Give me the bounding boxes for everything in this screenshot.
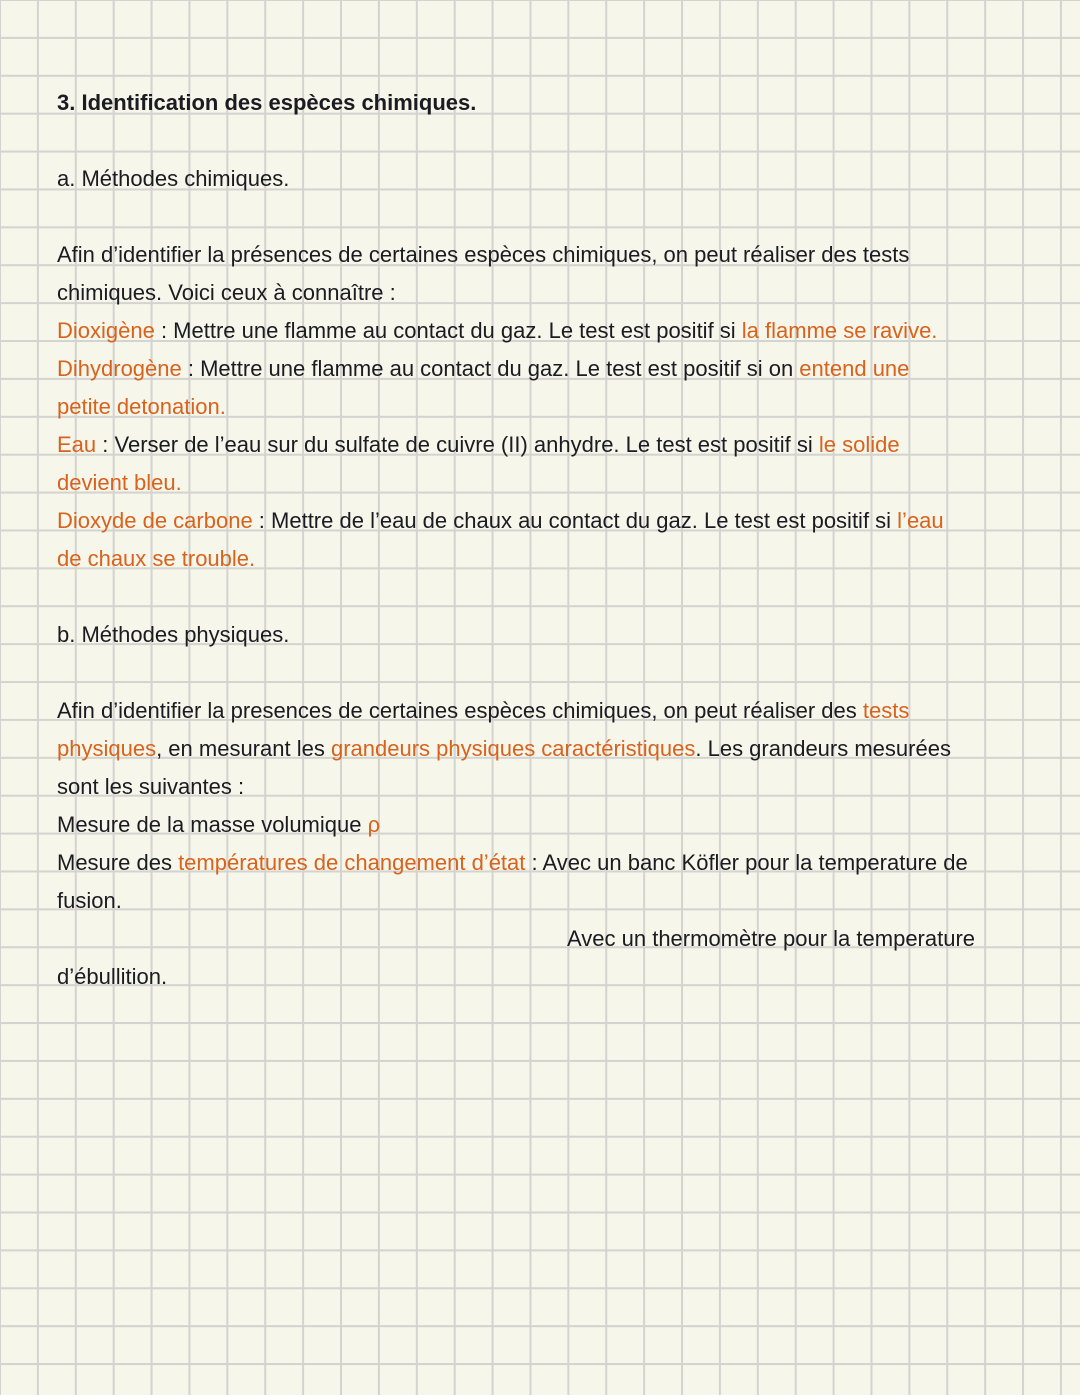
text-line: [57, 160, 1057, 198]
highlighted-text: la flamme se ravive.: [741, 318, 938, 343]
text-line: [57, 578, 1057, 616]
text-segment: : Verser de l’eau sur du sulfate de cuivre (II) anhydre. Le test est positif si: [96, 432, 819, 457]
text-segment: fusion.: [57, 888, 122, 913]
text-segment: 3. Identification des espèces chimiques.: [57, 90, 477, 115]
text-segment: b. Méthodes physiques.: [57, 622, 290, 647]
text-line: [57, 882, 1057, 920]
text-line: [57, 274, 1057, 312]
highlighted-text: l’eau: [897, 508, 944, 533]
text-line: [57, 464, 1057, 502]
text-segment: Avec un thermomètre pour la temperature: [567, 926, 976, 951]
document-body: [57, 84, 1057, 996]
text-line: [57, 920, 1057, 958]
highlighted-text: Dioxigène: [57, 318, 155, 343]
highlighted-text: tests: [862, 698, 910, 723]
highlighted-text: ρ: [367, 812, 381, 837]
highlighted-text: Dihydrogène: [57, 356, 182, 381]
text-line: [57, 844, 1057, 882]
highlighted-text: températures de changement d’état: [178, 850, 526, 875]
text-line: [57, 958, 1057, 996]
text-line: [57, 730, 1057, 768]
text-line: [57, 426, 1057, 464]
text-line: [57, 350, 1057, 388]
text-line: [57, 768, 1057, 806]
highlighted-text: grandeurs physiques caractéristiques: [330, 736, 696, 761]
text-segment: Afin d’identifier la présences de certaines espèces chimiques, on peut réaliser des tests: [57, 242, 910, 267]
text-segment: sont les suivantes :: [57, 774, 245, 799]
text-line: [57, 388, 1057, 426]
text-segment: chimiques. Voici ceux à connaître :: [57, 280, 396, 305]
text-segment: : Mettre de l’eau de chaux au contact du gaz. Le test est positif si: [252, 508, 898, 533]
highlighted-text: Eau: [57, 432, 97, 457]
text-line: [57, 122, 1057, 160]
text-line: [57, 692, 1057, 730]
text-segment: . Les grandeurs mesurées: [695, 736, 951, 761]
highlighted-text: le solide: [818, 432, 900, 457]
text-line: [57, 806, 1057, 844]
highlighted-text: Dioxyde de carbone: [57, 508, 253, 533]
text-line: [57, 312, 1057, 350]
text-segment: Afin d’identifier la presences de certaines espèces chimiques, on peut réaliser des: [57, 698, 863, 723]
text-segment: : Mettre une flamme au contact du gaz. Le test est positif si on: [181, 356, 800, 381]
highlighted-text: petite detonation.: [57, 394, 226, 419]
text-segment: , en mesurant les: [156, 736, 331, 761]
highlighted-text: physiques: [57, 736, 157, 761]
text-line: [57, 236, 1057, 274]
text-segment: Mesure des: [57, 850, 179, 875]
text-line: [57, 654, 1057, 692]
section-heading: [57, 84, 1057, 122]
text-segment: a. Méthodes chimiques.: [57, 166, 290, 191]
text-segment: Mesure de la masse volumique: [57, 812, 368, 837]
text-segment: : Avec un banc Köfler pour la temperature de: [525, 850, 968, 875]
highlighted-text: de chaux se trouble.: [57, 546, 256, 571]
text-segment: d’ébullition.: [57, 964, 168, 989]
highlighted-text: devient bleu.: [57, 470, 182, 495]
text-line: [57, 616, 1057, 654]
text-line: [57, 198, 1057, 236]
text-line: [57, 540, 1057, 578]
highlighted-text: entend une: [799, 356, 910, 381]
text-line: [57, 502, 1057, 540]
text-segment: : Mettre une flamme au contact du gaz. Le test est positif si: [154, 318, 742, 343]
